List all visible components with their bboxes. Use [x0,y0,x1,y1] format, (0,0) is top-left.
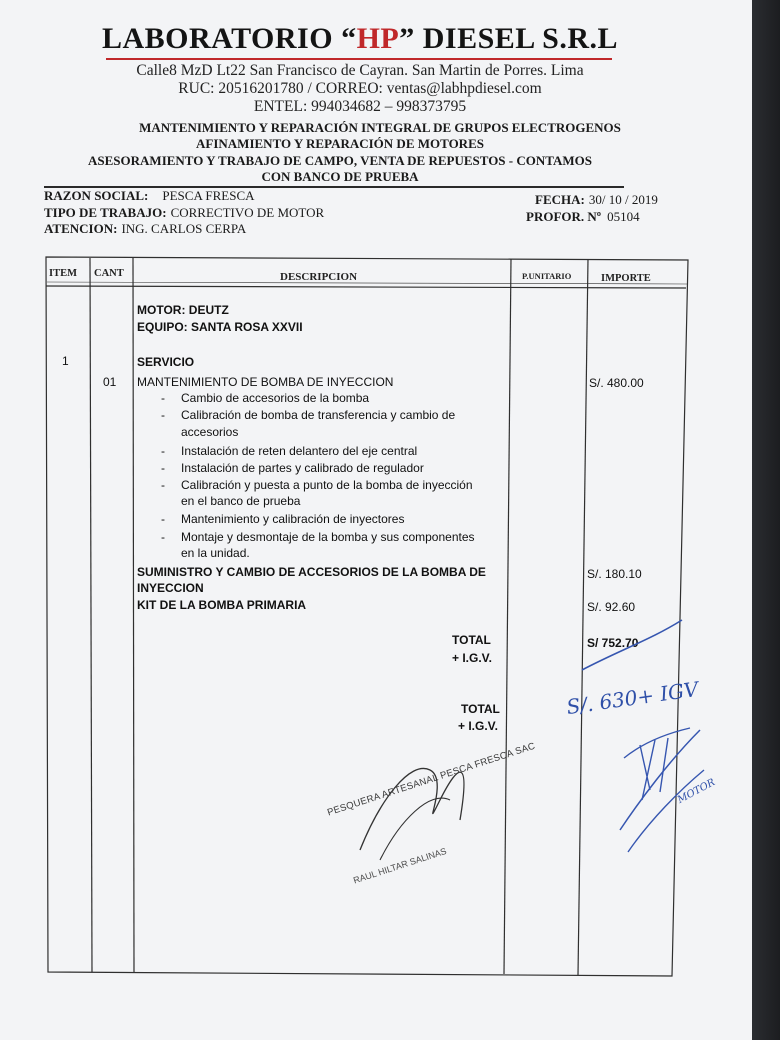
company-name: LABORATORIO “HP” DIESEL S.R.L [101,22,619,55]
service-title: MANTENIMIENTO DE BOMBA DE INYECCION [137,375,394,389]
services-line-1: MANTENIMIENTO Y REPARACIÓN INTEGRAL DE GRUPOS ELECTROGENOS [139,120,621,135]
kit-price: S/. 92.60 [587,600,636,614]
total-value: S/ 752.70 [587,636,639,650]
bullet-item: - Calibración y puesta a punto de la bomba de inyección [161,478,473,492]
col-descripcion: DESCRIPCION [280,271,358,283]
tipo-trabajo: TIPO DE TRABAJO: CORRECTIVO DE MOTOR [44,205,325,220]
kit-line: KIT DE LA BOMBA PRIMARIA [137,598,307,612]
fecha: FECHA: 30/ 10 / 2019 [535,192,658,207]
igv-label-2: + I.G.V. [458,719,498,733]
handwritten-amount: S/. 630+ IGV [564,676,700,720]
servicio-heading: SERVICIO [137,355,195,369]
total-label: TOTAL [452,633,491,647]
bullet-item: - Instalación de partes y calibrado de regulador [161,461,424,475]
col-importe: IMPORTE [601,273,651,284]
company-address: Calle8 MzD Lt22 San Francisco de Cayran. San Martin de Porres. Lima [136,62,584,79]
cantidad: 01 [103,375,117,389]
item-number: 1 [62,354,69,368]
col-unitario: P.UNITARIO [522,271,572,281]
stamp-line-2: RAUL HILTAR SALINAS [352,845,448,886]
suministro-price: S/. 180.10 [587,567,642,581]
bullet-item: - Mantenimiento y calibración de inyectores [161,512,405,526]
bullet-item-cont: accesorios [181,425,239,439]
total-label-2: TOTAL [461,702,500,716]
equipo-line: EQUIPO: SANTA ROSA XXVII [137,320,303,334]
services-line-2: AFINAMIENTO Y REPARACIÓN DE MOTORES [196,136,484,151]
services-line-4: CON BANCO DE PRUEBA [261,169,419,184]
bullet-item: - Cambio de accesorios de la bomba [161,391,370,405]
igv-label: + I.G.V. [452,651,492,665]
suministro-line-1: SUMINISTRO Y CAMBIO DE ACCESORIOS DE LA BOMBA DE [137,565,486,579]
col-cant: CANT [94,268,124,279]
razon-social: RAZON SOCIAL: PESCA FRESCA [44,188,255,203]
service-price: S/. 480.00 [589,376,644,390]
stamp-line-1: PESQUERA ARTESANAL PESCA FRESCA SAC [326,740,537,819]
bullet-item: - Instalación de reten delantero del eje central [161,444,418,458]
suministro-line-2: INYECCION [137,581,204,595]
atencion: ATENCION: ING. CARLOS CERPA [44,221,247,236]
company-phones: ENTEL: 994034682 – 998373795 [253,98,467,115]
bullet-item: - Montaje y desmontaje de la bomba y sus componentes [161,530,475,544]
background-edge [752,0,780,1040]
services-line-3: ASESORAMIENTO Y TRABAJO DE CAMPO, VENTA DE REPUESTOS - CONTAMOS [88,153,592,168]
col-item: ITEM [49,268,78,279]
bullet-item-cont: en la unidad. [181,546,250,560]
proforma-number: PROFOR. Nº 05104 [526,209,640,224]
company-ruc-email: RUC: 20516201780 / CORREO: ventas@labhpdiesel.com [178,80,542,97]
motor-line: MOTOR: DEUTZ [137,303,229,317]
bullet-item: - Calibración de bomba de transferencia y cambio de [161,408,456,422]
handwritten-note: MOTOR [675,777,718,806]
bullet-item-cont: en el banco de prueba [181,494,301,508]
